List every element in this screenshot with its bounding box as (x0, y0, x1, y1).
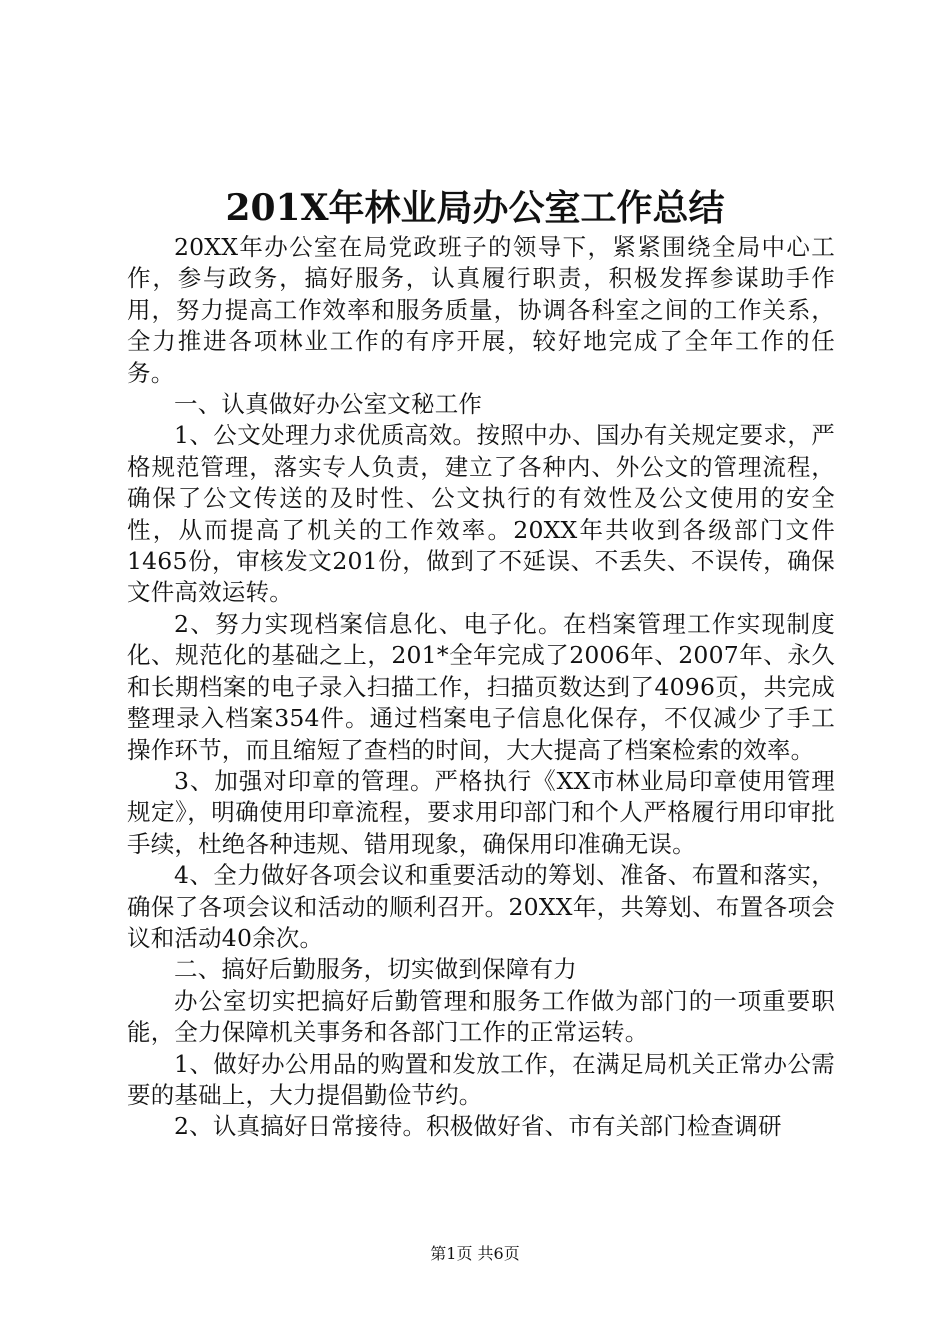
paragraph-2-2: 2、认真搞好日常接待。积极做好省、市有关部门检查调研 (174, 1112, 782, 1141)
document-title: 201X年林业局办公室工作总结 (225, 187, 725, 229)
page-number-footer: 第1页 共6页 (430, 1244, 520, 1263)
paragraph-1-3: 3、加强对印章的管理。严格执行《XX市林业局印章使用管理规定》，明确使用印章流程，要求用印部门和个人严格履行用印审批手续，杜绝各种违规、错用现象，确保用印准确无误。 (127, 766, 835, 858)
document-body (127, 232, 835, 1143)
paragraph-1-4: 4、全力做好各项会议和重要活动的筹划、准备、布置和落实，确保了各项会议和活动的顺利召开。20XX年，共筹划、布置各项会议和活动40余次。 (127, 861, 835, 952)
paragraph-1-1: 1、公文处理力求优质高效。按照中办、国办有关规定要求，严格规范管理，落实专人负责，建立了各种内、外公文的管理流程，确保了公文传送的及时性、公文执行的有效性及公文使用的安全性，从而提高了机关的工作效率。20XX年共收到各级部门文件1465份，审核发文201份，做到了不延误、不丢失、不误传，确保文件高效运转。 (127, 421, 835, 607)
paragraph-1-2: 2、努力实现档案信息化、电子化。在档案管理工作实现制度化、规范化的基础之上，201*全年完成了2006年、2007年、永久和长期档案的电子录入扫描工作，扫描页数达到了4096页，共完成整理录入档案354件。通过档案电子信息化保存，不仅减少了手工操作环节，而且缩短了查档的时间，大大提高了档案检索的效率。 (127, 609, 835, 764)
paragraph-2-intro: 办公室切实把搞好后勤管理和服务工作做为部门的一项重要职能，全力保障机关事务和各部门工作的正常运转。 (127, 986, 835, 1047)
section-heading-1: 一、认真做好办公室文秘工作 (174, 390, 483, 419)
intro-paragraph: 20XX年办公室在局党政班子的领导下，紧紧围绕全局中心工作，参与政务，搞好服务，认真履行职责，积极发挥参谋助手作用，努力提高工作效率和服务质量，协调各科室之间的工作关系，全力推进各项林业工作的有序开展，较好地完成了全年工作的任务。 (127, 233, 835, 387)
paragraph-2-1: 1、做好办公用品的购置和发放工作，在满足局机关正常办公需要的基础上，大力提倡勤俭节约。 (127, 1049, 835, 1109)
section-heading-2: 二、搞好后勤服务，切实做到保障有力 (174, 955, 577, 984)
